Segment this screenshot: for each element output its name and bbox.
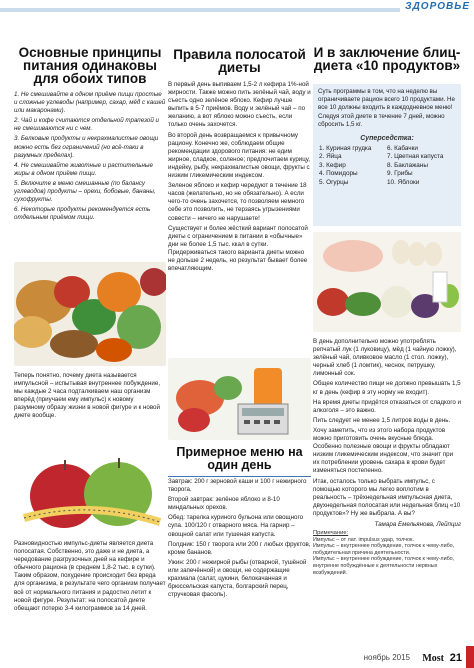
note-label: Примечание:	[313, 529, 349, 536]
col3-para: Общее количество пищи не должно превышать 1,5 кг в день (кефир в эту норму не входит).	[313, 380, 461, 396]
header-line	[0, 8, 400, 12]
page-number: 21	[449, 652, 462, 664]
column-1	[14, 18, 166, 224]
list-item: 4. Не смешивайте животные и растительные жиры в одном приёме пищи.	[14, 161, 153, 177]
food-item: 5. Огурцы	[319, 178, 349, 186]
food-item: 8. Баклажаны	[387, 161, 428, 169]
foods-subhead: Суперседстка:	[360, 135, 414, 143]
col3-para: Хочу заметить, что из этого набора продуктов можно приготовить очень вкусные блюда. Особенно полезные овощи и фрукты обладают низким гликемическим индексом, что значит при их потреблении уровень сахара в крови будет изменяться постепенно.	[313, 426, 454, 475]
food-item: 10. Яблоки	[387, 178, 420, 186]
food-item: 3. Кефир	[319, 161, 346, 169]
food-item: 9. Грибы	[387, 170, 413, 178]
column-2	[168, 18, 311, 275]
apples-photo	[14, 440, 166, 536]
food-item: 6. Кабачки	[387, 145, 419, 153]
column-3-text	[313, 338, 461, 576]
col2-para: В первый день выпиваем 1,5-2 л кефира 1%-ной жирности. Также можно пить зелёный чай, воду и съесть одно зелёное яблоко. Кефир лучше выпить в 5-7 приёмов. Воду и зелёный чай – по желанию, а вот яблоко можно съесть, если только очень захочется.	[168, 81, 311, 129]
vegetables-photo	[14, 262, 166, 366]
col1-para2: Разновидностью импульс-диеты является диета полосатая. Собственно, это даже и не диета, а чередование разгрузочных дней на кефире и обычного рациона (в среднем 1,8-2 тыс. в сутки). Таким образом, похудение происходит без вреда для организма, в результате чего организм получает всё от нормального питания и радостно летит к новой фигуре. Результат: на полосатой диете обещают потерю 3-4 килограммов за 14 дней.	[14, 540, 166, 612]
list-item: 5. Включите в меню смешанные (по балансу углеводов) продукты – орехи, бобовые, бананы, сухофрукты.	[14, 179, 156, 204]
col3-para: Итак, осталось только выбрать импульс, с помощью которого мы легко воплотим в реальность – трёхнедельная импульсная диета, двухнедельная полосатая или недельная блиц «10 продуктов»? Ну же выбрала. А вы?	[313, 477, 461, 517]
author-signature: Тамара Емельянова, Лейпциг	[374, 520, 461, 528]
column-3	[313, 18, 461, 72]
list-item: 3. Белковые продукты и некрахмалистые овощи можно есть без ограничений (но всё-таки в разумных пределах).	[14, 135, 159, 159]
food-item: 1. Куриная грудка	[319, 145, 372, 153]
col2-para: Во второй день возвращаемся к привычному рациону. Конечно же, соблюдаем общие рекомендации здорового питания: не едим жирное, сладкое, соленое; предпочитаем курицу, индейку, рыбу, некрахмалистые овощи, фрукты с низким гликемическим индексом.	[168, 131, 310, 180]
breakfast-photo	[168, 358, 311, 440]
col3-para: На время диеты придётся отказаться от сладкого и алкоголя – это важно.	[313, 398, 461, 414]
menu-rule	[168, 476, 311, 477]
menu-title: Примерное меню на один день	[176, 445, 303, 472]
header-bar	[0, 0, 474, 16]
food-item: 2. Яйца	[319, 153, 342, 161]
col2-title: Правила полосатой диеты	[173, 47, 306, 75]
magazine-logo: Most	[422, 653, 444, 664]
col1-list	[14, 91, 166, 222]
column-1-lower	[14, 372, 166, 421]
ten-products-photo	[313, 232, 461, 332]
col1-title: Основные принципы питания одинаковы для обоих типов	[18, 45, 162, 86]
list-item: 6. Некоторые продукты рекомендуется есть отдельным приёмом пищи.	[14, 206, 151, 222]
section-label: ЗДОРОВЬЕ	[400, 1, 474, 15]
menu-section	[168, 446, 311, 601]
issue-month: ноябрь 2015	[363, 653, 410, 662]
column-1-bottom	[14, 540, 166, 613]
menu-item: Ужин: 200 г нежирной рыбы (отварной, тушёной или запечённой) и овощи, не содержащие крахмала (салат, цукини, белокачанная и брюссельская капуста, болгарский перец, стручковая фасоль).	[168, 558, 307, 599]
infobox-text: Суть программы в том, что на неделю вы ограничиваете рацион всего 10 продуктами. Не все 10 должны входить в каждодневное меню! Следуя этой диете в течение 7 дней, можно сбросить 1,5 кг.	[318, 88, 455, 128]
col1-para1: Теперь понятно, почему диета называется импульсной – испытывая внутреннее побуждение, мы каждые 2 часа подталкиваем наш организм вперёд (приучаем ему импульс) к новому разумному образу жизни в новой фигуре и к новой диете вообще.	[14, 372, 161, 420]
note-item: Импульс – от лат. impulsus удар, толчок.	[313, 536, 414, 543]
menu-item: Второй завтрак: зелёное яблоко и 8-10 миндальных орехов.	[168, 496, 280, 512]
col2-text	[168, 81, 311, 273]
foods-list	[313, 145, 461, 187]
col2-para: Зеленое яблоко и кефир чередуют в течение 18 часов (желательно, но не обязательно). А если чего-то очень захочется, то позволяем немного себе это позволить, не терзаясь угрызениями совести – ничего не нарушаете!	[168, 182, 307, 222]
list-item: 2. Чай и кофе считаются отдельной трапезой и не смешиваются ни с чем.	[14, 117, 159, 133]
food-item: 7. Цветная капуста	[387, 153, 444, 161]
menu-item: Полдник: 150 г творога или 200 г любых фруктов, кроме бананов.	[168, 540, 311, 556]
col3-title: И в заключение блиц-диета «10 продуктов»	[313, 45, 461, 73]
col3-text	[313, 338, 461, 518]
footer-accent-bar	[466, 646, 474, 668]
menu-list	[168, 478, 311, 599]
diet-infobox	[313, 84, 461, 226]
food-item: 4. Помидоры	[319, 170, 358, 178]
page-footer	[0, 646, 474, 668]
menu-item: Завтрак: 200 г зерновой каши и 100 г нежирного творога.	[168, 478, 307, 494]
col3-para: Пить следует не менее 1,5 литров воды в день.	[313, 416, 451, 424]
footnotes	[313, 530, 461, 576]
list-item: 1. Не смешивайте в одном приёме пищи простые и сложные углеводы (например, сахар, мёд с кашей или макаронами).	[14, 91, 166, 115]
note-item: Импульс – внутреннее побуждение, толчок к чему-либо, побудительная причина деятельности.	[313, 543, 455, 556]
col2-para: Существует и более жёсткий вариант полосатой диеты с ограничением в питании в «обычные» дни не более 1,5 тыс. ккал в сутки. Придерживаться такого варианта диеты можно не дольше 2 недель, но результат бывает более впечатляющим.	[168, 224, 308, 273]
menu-item: Обед: тарелка куриного бульона или овощного супа. 100/120 г отварного мяса. На гарнир – овощной салат или тушеная капуста.	[168, 514, 304, 538]
note-item: Импульс – внутреннее побуждение, толчок к чему-либо, внутренне побуждённые к деятельности нервных возбуждений.	[313, 556, 455, 576]
col3-para: В день дополнительно можно употреблять репчатый лук (1 луковицу), мёд (1 чайную ложку), зелёный чай, оливковое масло (1 стол. ложку), черный хлеб (1 ломтик), чеснок, петрушку, лимонный сок.	[313, 338, 457, 378]
